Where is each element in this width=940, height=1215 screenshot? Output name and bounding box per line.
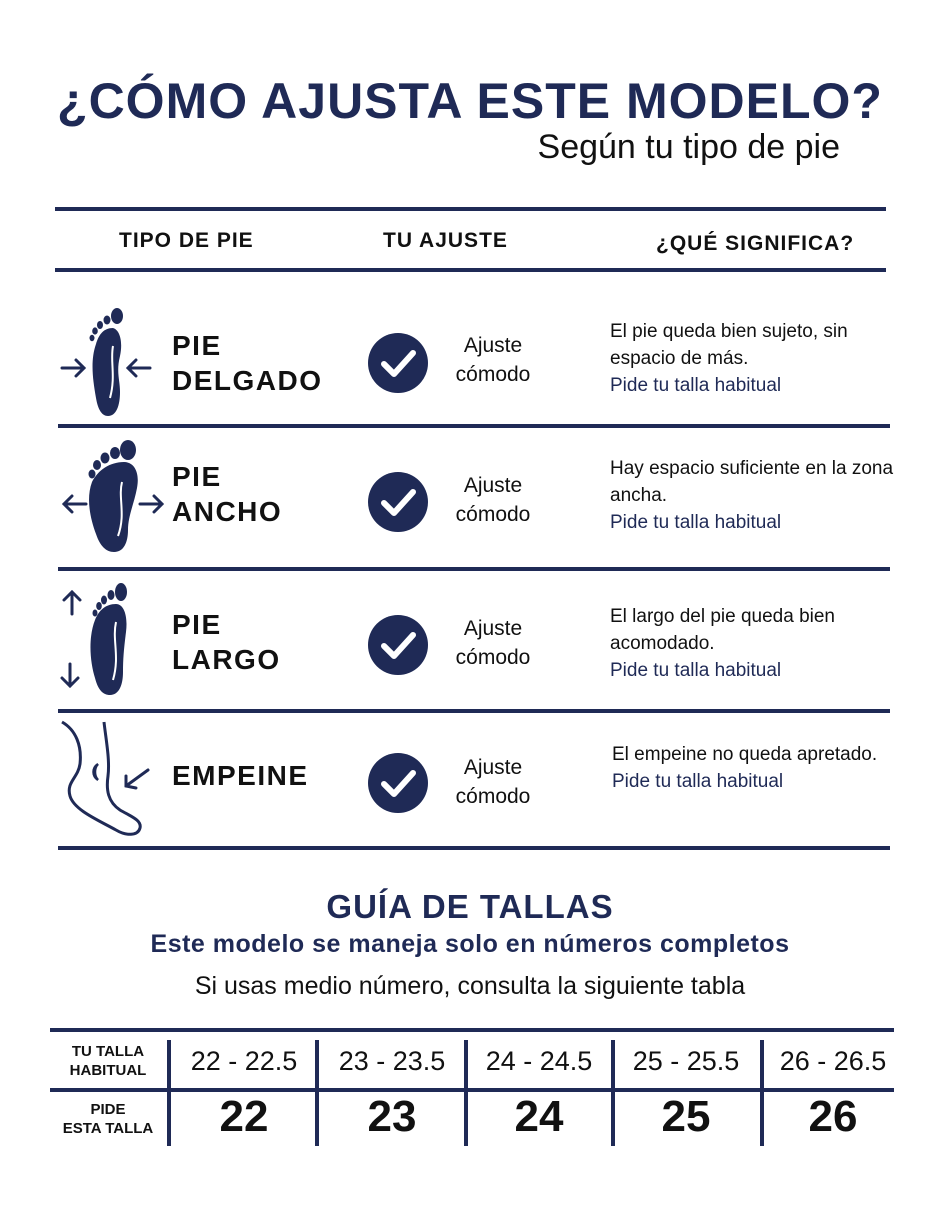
order-size-cell: 25 [661,1092,711,1141]
fit-row-long [58,580,890,710]
size-guide-subtitle: Este modelo se maneja solo en números completos [150,930,790,958]
size-advice-link: Pide tu talla habitual [612,771,784,792]
wide-foot-icon [58,438,168,556]
fit-row-instep [58,720,890,845]
meaning-text: El empeine no queda apretado. Pide tu talla habitual [612,741,912,795]
size-advice-link: Pide tu talla habitual [610,660,782,681]
narrow-foot-icon [58,306,158,421]
row-label-usual-size: TU TALLA HABITUAL [69,1043,147,1079]
divider [55,268,886,272]
order-size-cell: 26 [808,1092,858,1141]
long-foot-icon [58,580,158,700]
order-size-cell: 23 [367,1092,417,1141]
order-size-cell: 22 [219,1092,269,1141]
table-border [50,1028,894,1032]
divider [58,567,890,571]
column-header-type: TIPO DE PIE [119,229,254,252]
meaning-text: El largo del pie queda bien acomodado. Pide tu talla habitual [610,603,910,684]
usual-size-cell: 23 - 23.5 [338,1046,446,1076]
divider [58,709,890,713]
foot-type-label: PIE ANCHO [172,461,283,527]
instep-foot-icon [58,720,158,840]
check-icon [368,615,428,675]
divider [58,846,890,850]
fit-label: Ajuste cómodo [455,334,531,386]
check-icon [368,472,428,532]
fit-label: Ajuste cómodo [455,617,531,669]
order-size-cell: 24 [514,1092,564,1141]
fit-row-narrow [58,300,890,425]
meaning-text: Hay espacio suficiente en la zona ancha. Pide tu talla habitual [610,455,910,536]
usual-size-cell: 25 - 25.5 [632,1046,740,1076]
column-header-meaning: ¿QUÉ SIGNIFICA? [656,232,855,255]
fit-label: Ajuste cómodo [455,474,531,526]
size-advice-link: Pide tu talla habitual [610,375,782,396]
page-title: ¿CÓMO AJUSTA ESTE MODELO? [57,73,883,129]
size-guide-note: Si usas medio número, consulta la siguiente tabla [194,972,746,1000]
divider [58,424,890,428]
foot-type-label: EMPEINE [172,760,309,791]
check-icon [368,333,428,393]
row-label-order-size: PIDE ESTA TALLA [62,1101,154,1137]
meaning-text: El pie queda bien sujeto, sin espacio de más. Pide tu talla habitual [610,318,910,399]
size-advice-link: Pide tu talla habitual [610,512,782,533]
usual-size-cell: 26 - 26.5 [779,1046,887,1076]
size-table [50,1028,894,1146]
foot-type-label: PIE DELGADO [172,330,323,396]
fit-row-wide [58,438,894,568]
foot-type-label: PIE LARGO [172,609,281,675]
divider [55,207,886,211]
page-subtitle: Según tu tipo de pie [537,128,840,166]
fit-label: Ajuste cómodo [455,756,531,808]
size-guide-title: GUÍA DE TALLAS [326,888,614,925]
usual-size-cell: 22 - 22.5 [190,1046,298,1076]
usual-size-cell: 24 - 24.5 [485,1046,593,1076]
check-icon [368,753,428,813]
column-header-fit: TU AJUSTE [383,229,508,252]
